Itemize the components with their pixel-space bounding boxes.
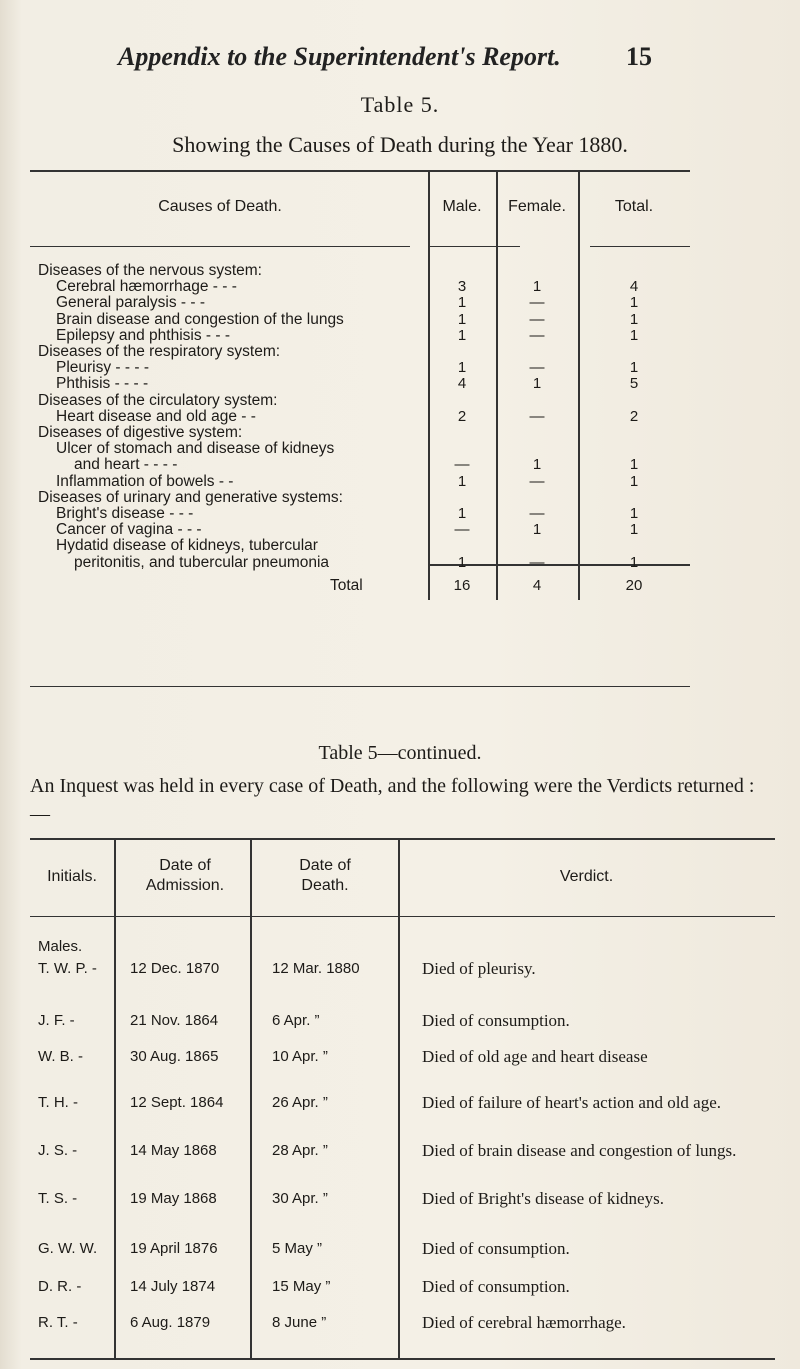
cause-total-count: 1 bbox=[629, 553, 639, 571]
verdict-death-date: 26 Apr. ” bbox=[272, 1094, 328, 1111]
table-rule bbox=[30, 170, 690, 172]
cause-male-count: — bbox=[454, 456, 470, 474]
column-rule bbox=[578, 170, 580, 600]
cause-label: Inflammation of bowels - - bbox=[56, 472, 234, 490]
cause-female-count: — bbox=[529, 553, 545, 571]
verdict-initials: R. T. - bbox=[38, 1314, 78, 1331]
verdict-death-date: 6 Apr. ” bbox=[272, 1012, 320, 1029]
cause-female-count: — bbox=[529, 472, 545, 490]
cause-total-count: 1 bbox=[629, 456, 639, 474]
table-subtitle: Showing the Causes of Death during the Year 1880. bbox=[172, 132, 628, 157]
column-rule bbox=[398, 838, 400, 1358]
verdict-text: Died of cerebral hæmorrhage. bbox=[422, 1313, 626, 1332]
table-bottom-rule bbox=[30, 686, 690, 687]
verdict-death-date: 28 Apr. ” bbox=[272, 1142, 328, 1159]
cause-label: Cerebral hæmorrhage - - - bbox=[56, 278, 237, 296]
verdict-admission-date: 12 Dec. 1870 bbox=[130, 960, 220, 977]
cause-female-count: — bbox=[529, 310, 545, 328]
cause-female-count: — bbox=[529, 326, 545, 344]
verdict-text: Died of failure of heart's action and old age. bbox=[422, 1093, 722, 1112]
verdict-admission-date: 19 May 1868 bbox=[130, 1190, 217, 1207]
cause-total-count: 2 bbox=[629, 407, 639, 425]
cause-label: Bright's disease - - - bbox=[56, 505, 194, 522]
cause-male-count: — bbox=[454, 521, 470, 539]
total-male: 16 bbox=[453, 577, 471, 594]
cause-label: Hydatid disease of kidneys, tubercular bbox=[56, 537, 318, 555]
causes-of-death-table bbox=[30, 168, 690, 698]
verdict-death-date: 10 Apr. ” bbox=[272, 1048, 328, 1065]
cause-female-count: 1 bbox=[532, 456, 542, 474]
column-header-male: Male. bbox=[442, 198, 482, 215]
verdict-death-date: 15 May ” bbox=[272, 1278, 331, 1295]
cause-male-count: 4 bbox=[457, 375, 467, 393]
verdict-admission-date: 12 Sept. 1864 bbox=[130, 1094, 224, 1111]
cause-female-count: 1 bbox=[532, 521, 542, 539]
cause-label: Phthisis - - - - bbox=[56, 375, 149, 393]
cause-male-count: 1 bbox=[457, 310, 467, 328]
verdict-admission-date: 21 Nov. 1864 bbox=[130, 1012, 219, 1029]
table-rule bbox=[430, 246, 520, 247]
verdict-text: Died of consumption. bbox=[422, 1239, 570, 1258]
table-rule bbox=[30, 916, 775, 917]
cause-label: Brain disease and congestion of the lungs bbox=[56, 310, 344, 328]
verdict-text: Died of Bright's disease of kidneys. bbox=[422, 1189, 664, 1208]
verdict-death-date: 30 Apr. ” bbox=[272, 1190, 328, 1207]
column-rule bbox=[496, 170, 498, 600]
cause-male-count: 1 bbox=[457, 505, 467, 522]
verdict-initials: G. W. W. bbox=[38, 1240, 98, 1257]
cause-total-count: 1 bbox=[629, 359, 639, 377]
column-rule bbox=[428, 170, 430, 600]
cause-male-count: 1 bbox=[457, 359, 467, 377]
cause-male-count: 2 bbox=[457, 407, 467, 425]
verdict-death-date: 8 June ” bbox=[272, 1314, 327, 1331]
cause-label: Diseases of urinary and generative systems: bbox=[38, 488, 343, 506]
cause-label: Diseases of the respiratory system: bbox=[38, 343, 281, 360]
cause-label: Pleurisy - - - - bbox=[56, 359, 149, 377]
cause-total-count: 1 bbox=[629, 310, 639, 328]
cause-female-count: — bbox=[529, 294, 545, 312]
cause-male-count: 1 bbox=[457, 294, 467, 312]
column-header-causes: Causes of Death. bbox=[158, 198, 282, 215]
verdict-admission-date: 30 Aug. 1865 bbox=[130, 1048, 219, 1065]
cause-female-count: — bbox=[529, 505, 545, 522]
column-header-death: Date of Death. bbox=[299, 857, 351, 894]
verdict-initials: T. W. P. - bbox=[38, 960, 97, 977]
cause-female-count: 1 bbox=[532, 375, 542, 393]
verdict-text: Died of consumption. bbox=[422, 1277, 570, 1296]
verdict-initials: T. S. - bbox=[38, 1190, 78, 1207]
cause-label: Heart disease and old age - - bbox=[56, 407, 256, 425]
verdict-initials: J. F. - bbox=[38, 1012, 75, 1029]
page-number: 15 bbox=[626, 42, 652, 71]
verdict-admission-date: 6 Aug. 1879 bbox=[130, 1314, 211, 1331]
cause-label: Diseases of the nervous system: bbox=[38, 262, 262, 279]
verdict-text: Died of old age and heart disease bbox=[422, 1047, 648, 1066]
cause-total-count: 5 bbox=[629, 375, 639, 393]
cause-female-count: 1 bbox=[532, 278, 542, 296]
column-header-female: Female. bbox=[508, 198, 566, 215]
cause-total-count: 4 bbox=[629, 278, 639, 296]
table-rule bbox=[590, 246, 690, 247]
cause-male-count: 1 bbox=[457, 326, 467, 344]
cause-label: Diseases of digestive system: bbox=[38, 424, 243, 441]
column-rule bbox=[250, 838, 252, 1358]
verdict-admission-date: 14 May 1868 bbox=[130, 1142, 217, 1159]
verdict-initials: D. R. - bbox=[38, 1278, 82, 1295]
verdict-death-date: 5 May ” bbox=[272, 1240, 323, 1257]
cause-label: peritonitis, and tubercular pneumonia bbox=[74, 553, 330, 571]
cause-total-count: 1 bbox=[629, 326, 639, 344]
cause-total-count: 1 bbox=[629, 521, 639, 539]
cause-total-count: 1 bbox=[629, 505, 639, 522]
column-header-initials: Initials. bbox=[47, 868, 97, 885]
cause-total-count: 1 bbox=[629, 472, 639, 490]
total-label: Total bbox=[330, 577, 363, 594]
cause-male-count: 1 bbox=[457, 472, 467, 490]
verdicts-table bbox=[30, 838, 775, 1358]
verdict-admission-date: 14 July 1874 bbox=[130, 1278, 216, 1295]
column-header-total: Total. bbox=[614, 198, 654, 215]
verdict-initials: W. B. - bbox=[38, 1048, 83, 1065]
verdict-text: Died of consumption. bbox=[422, 1011, 570, 1030]
verdict-initials: T. H. - bbox=[38, 1094, 78, 1111]
cause-female-count: — bbox=[529, 359, 545, 377]
verdict-text: Died of pleurisy. bbox=[422, 959, 536, 978]
verdict-initials: J. S. - bbox=[38, 1142, 78, 1159]
table-rule bbox=[30, 246, 410, 247]
verdict-text: Died of brain disease and congestion of lungs. bbox=[422, 1141, 737, 1160]
continued-title: Table 5—continued. bbox=[318, 742, 482, 764]
cause-male-count: 1 bbox=[457, 553, 467, 571]
inquest-intro: An Inquest was held in every case of Death, and the following were the Verdicts returned :— bbox=[30, 775, 755, 825]
group-label-males: Males. bbox=[38, 938, 83, 955]
column-header-admission: Date of Admission. bbox=[145, 857, 225, 894]
cause-label: Diseases of the circulatory system: bbox=[38, 391, 278, 409]
cause-label: Ulcer of stomach and disease of kidneys bbox=[56, 440, 335, 458]
cause-label: General paralysis - - - bbox=[56, 294, 206, 312]
table-rule bbox=[30, 838, 775, 840]
cause-male-count: 3 bbox=[457, 278, 467, 296]
column-rule bbox=[114, 838, 116, 1358]
total-total: 20 bbox=[625, 577, 643, 594]
cause-label: and heart - - - - bbox=[74, 456, 178, 474]
cause-total-count: 1 bbox=[629, 294, 639, 312]
total-female: 4 bbox=[532, 577, 542, 594]
cause-label: Epilepsy and phthisis - - - bbox=[56, 326, 231, 344]
verdict-admission-date: 19 April 1876 bbox=[130, 1240, 218, 1257]
running-title: Appendix to the Superintendent's Report. bbox=[118, 42, 561, 71]
verdict-death-date: 12 Mar. 1880 bbox=[272, 960, 360, 977]
table-title: Table 5. bbox=[360, 92, 440, 117]
cause-label: Cancer of vagina - - - bbox=[56, 521, 202, 539]
column-header-verdict: Verdict. bbox=[559, 868, 614, 885]
cause-female-count: — bbox=[529, 407, 545, 425]
table-bottom-rule bbox=[30, 1358, 775, 1360]
